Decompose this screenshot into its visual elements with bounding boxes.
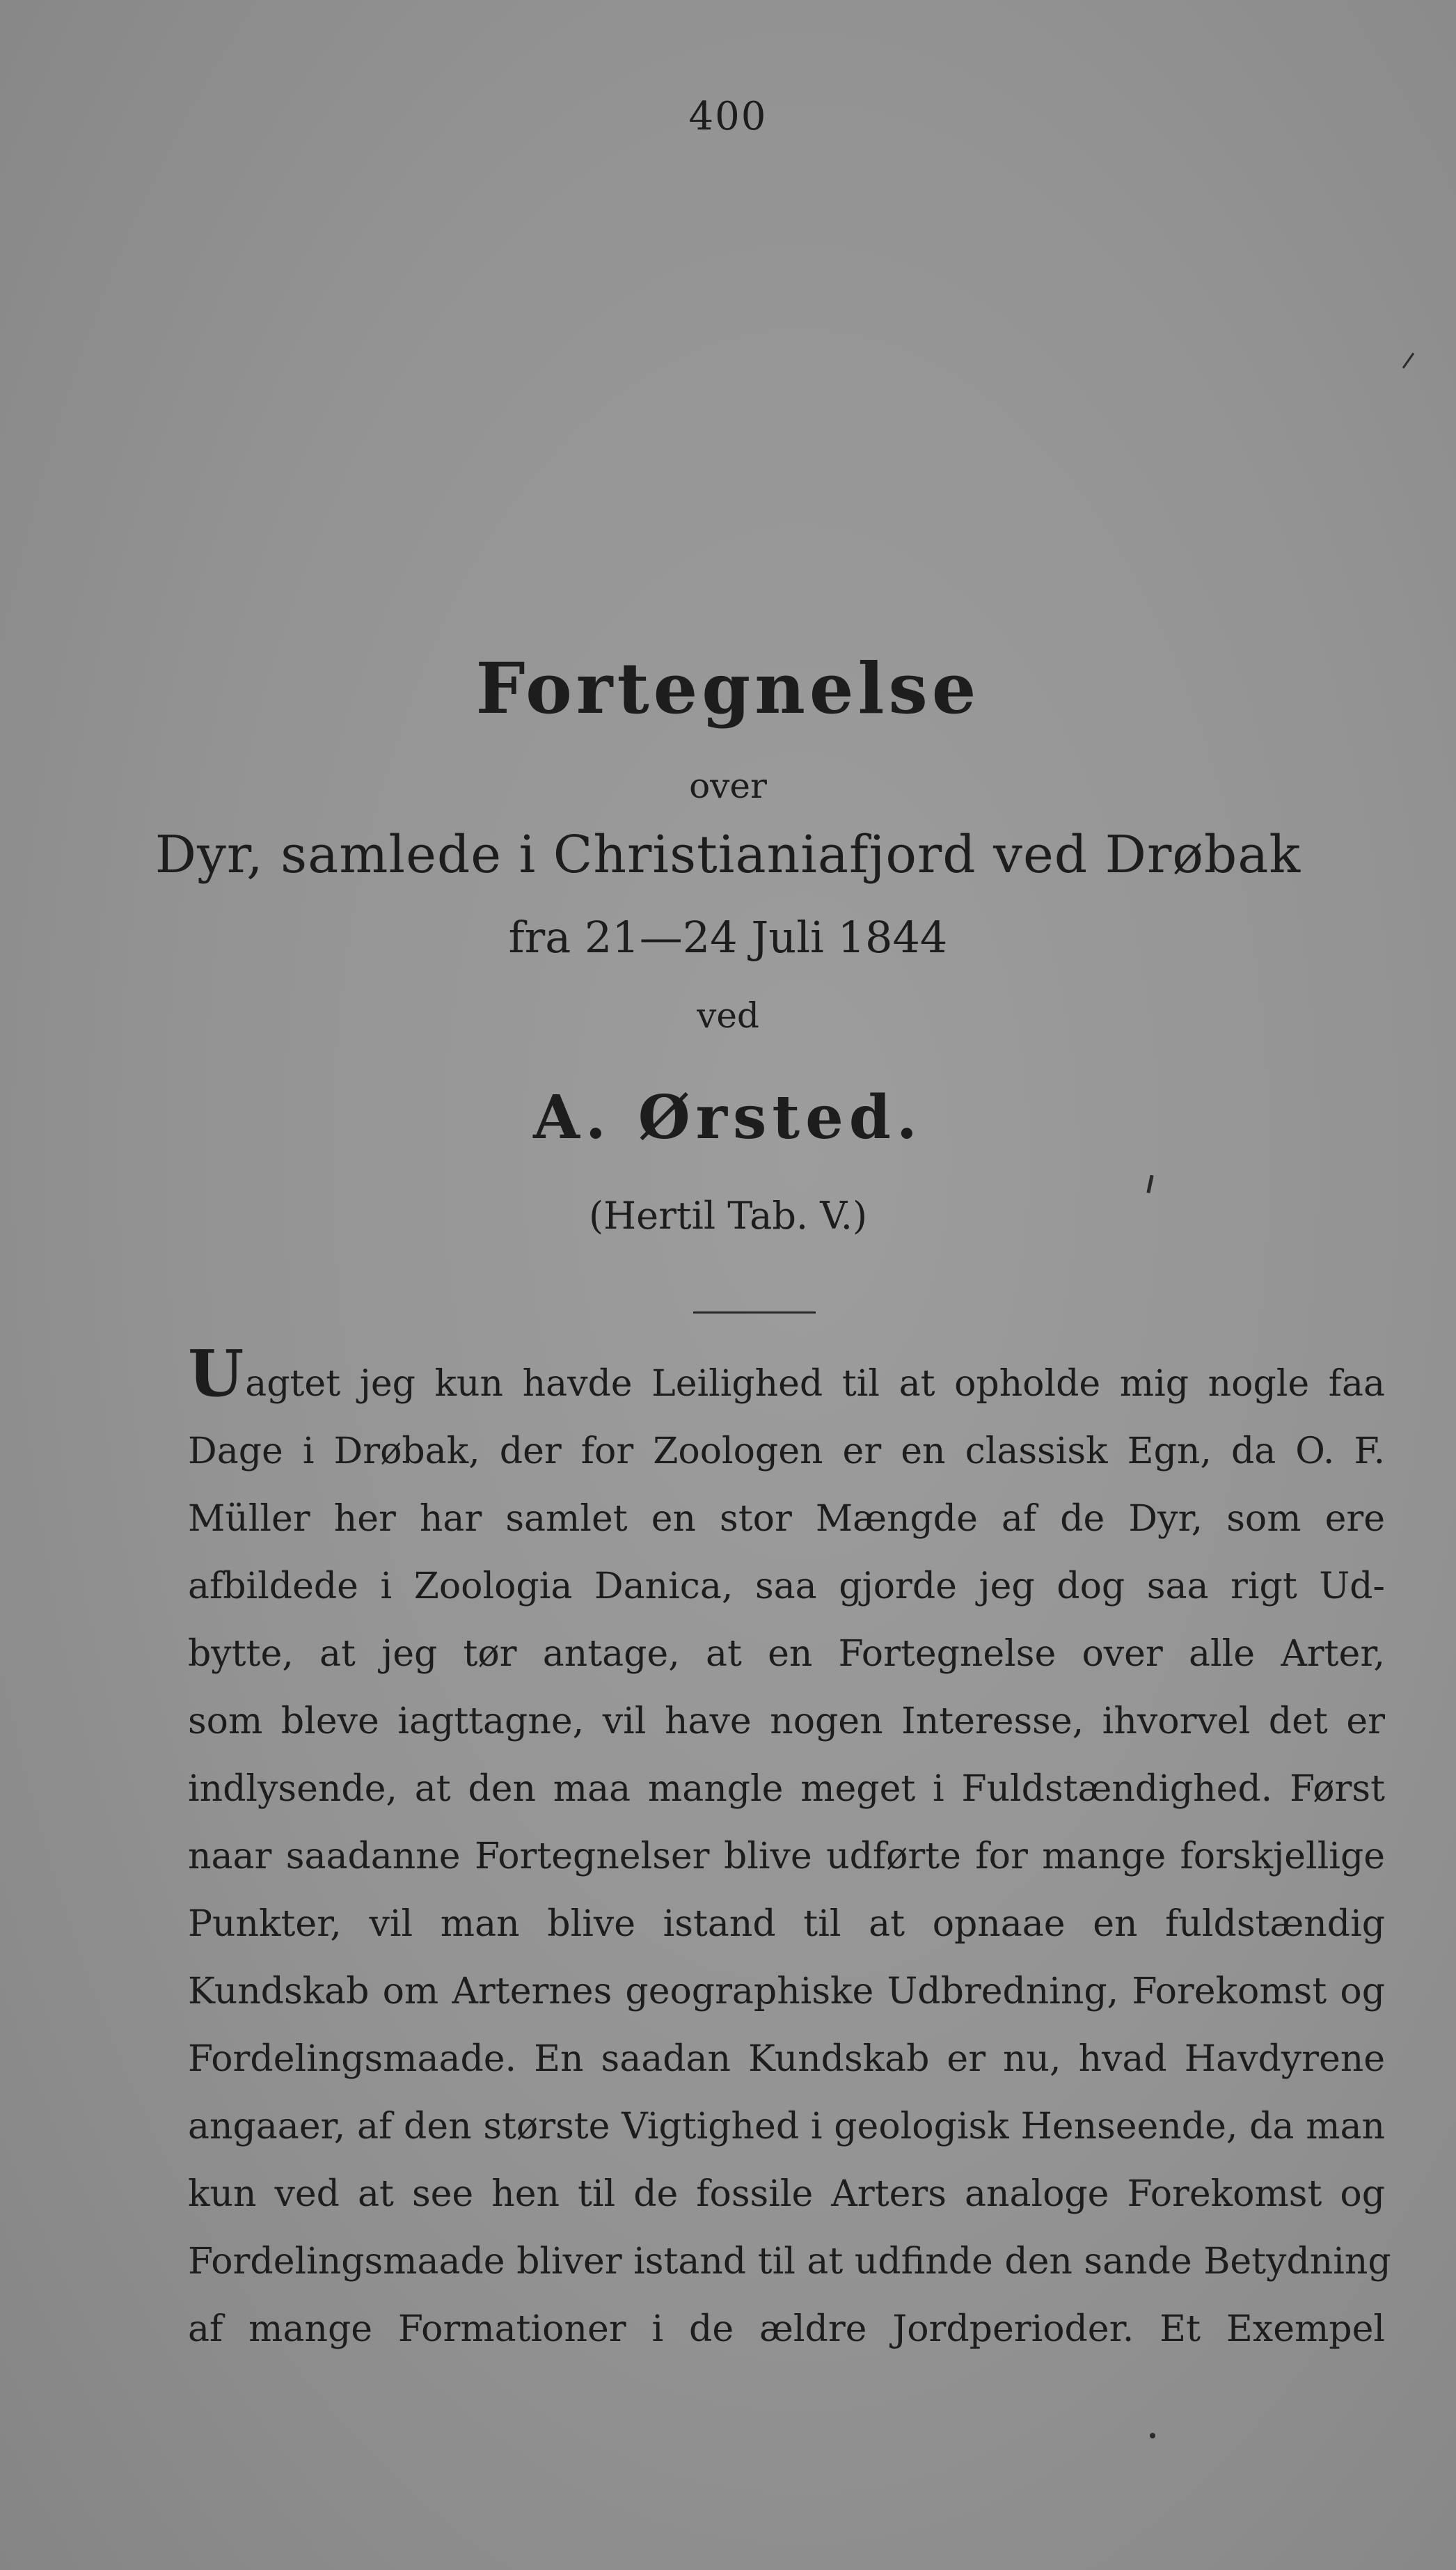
date-line: fra 21—24 Juli 1844 xyxy=(508,912,948,963)
stray-mark xyxy=(1146,1175,1153,1193)
page-title: Fortegnelse xyxy=(475,647,981,730)
subtitle: Dyr, samlede i Christianiafjord ved Drøbak xyxy=(155,825,1301,885)
page-number: 400 xyxy=(688,94,768,139)
body-line: Dage i Drøbak, der for Zoologen er en classisk Egn, da O. F. xyxy=(188,1430,1385,1472)
body-line: Fordelingsmaade bliver istand til at udfinde den sande Betydning xyxy=(188,2241,1391,2283)
body-paragraph xyxy=(188,1336,1391,2363)
body-line: Fordelingsmaade. En saadan Kundskab er nu, hvad Havdyrene xyxy=(188,2038,1385,2080)
title-connector: over xyxy=(689,766,767,806)
stray-mark xyxy=(1402,352,1414,368)
body-line: kun ved at see hen til de fossile Arters analoge Forekomst og xyxy=(188,2173,1385,2215)
body-line: af mange Formationer i de ældre Jordperioder. Et Exempel xyxy=(188,2308,1385,2350)
drop-cap: U xyxy=(188,1336,246,1411)
body-line: Punkter, vil man blive istand til at opnaae en fuldstændig xyxy=(188,1903,1385,1945)
first-line-text: agtet jeg kun havde Leilighed til at opholde mig nogle faa xyxy=(245,1363,1385,1405)
plate-reference: (Hertil Tab. V.) xyxy=(588,1194,868,1238)
section-divider xyxy=(693,1311,816,1314)
body-line: naar saadanne Fortegnelser blive udførte for mange forskjellige xyxy=(188,1836,1385,1877)
author-name: A. Ørsted. xyxy=(533,1082,923,1153)
body-line: Müller her har samlet en stor Mængde af de Dyr, som ere xyxy=(188,1498,1385,1540)
body-line: afbildede i Zoologia Danica, saa gjorde jeg dog saa rigt Ud- xyxy=(188,1566,1385,1607)
stray-mark xyxy=(1150,2433,1155,2438)
body-line: bytte, at jeg tør antage, at en Fortegnelse over alle Arter, xyxy=(188,1633,1385,1675)
body-line: indlysende, at den maa mangle meget i Fuldstændighed. Først xyxy=(188,1768,1385,1810)
body-line: angaaer, af den største Vigtighed i geologisk Henseende, da man xyxy=(188,2106,1385,2147)
body-line: som bleve iagttagne, vil have nogen Interesse, ihvorvel det er xyxy=(188,1701,1385,1742)
author-connector: ved xyxy=(697,995,759,1036)
body-line-1 xyxy=(188,1336,1385,1418)
body-line: Kundskab om Arternes geographiske Udbredning, Forekomst og xyxy=(188,1971,1385,2012)
